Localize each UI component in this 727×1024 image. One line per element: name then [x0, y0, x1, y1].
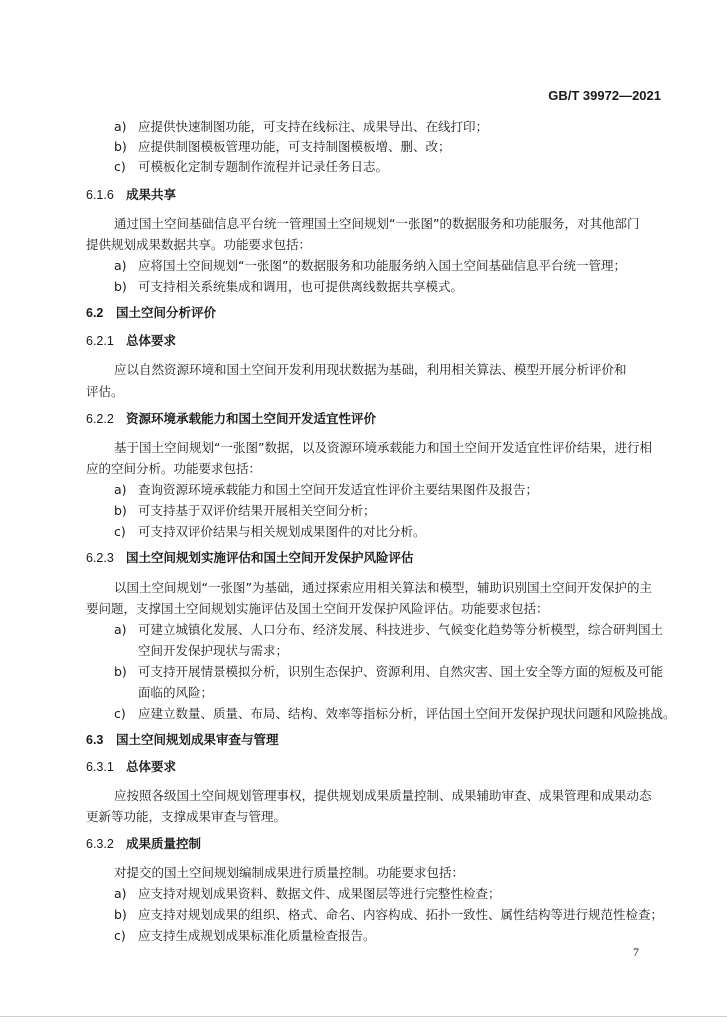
list-text: 可支持开展情景模拟分析，识别生态保护、资源利用、自然灾害、国土安全等方面的短板及可能 [138, 664, 664, 679]
paragraph-line: 要问题，支撑国土空间规划实施评估及国土空间开发保护风险评估。功能要求包括： [86, 601, 549, 616]
list-marker: b) [114, 907, 127, 922]
section-heading [86, 759, 176, 775]
section-title: 总体要求 [126, 333, 177, 348]
paragraph-line: 应按照各级国土空间规划管理事权，提供规划成果质量控制、成果辅助审查、成果管理和成果动态 [114, 788, 652, 803]
section-title: 国土空间分析评价 [116, 305, 217, 320]
list-marker: b) [114, 503, 127, 518]
section-heading [86, 550, 414, 566]
paragraph-line: 应的空间分析。功能要求包括： [86, 461, 262, 476]
list-text: 可支持基于双评价结果开展相关空间分析； [138, 503, 376, 518]
list-marker: a) [114, 482, 127, 497]
section-title: 国土空间规划成果审查与管理 [116, 732, 279, 747]
list-item [114, 928, 376, 944]
section-number: 6.3.2 [86, 837, 114, 851]
list-text: 可建立城镇化发展、人口分布、经济发展、科技进步、气候变化趋势等分析模型，综合研判国土 [138, 622, 664, 637]
list-text: 应支持对规划成果资料、数据文件、成果图层等进行完整性检查； [138, 886, 501, 901]
section-number: 6.2 [86, 306, 104, 320]
list-marker: a) [114, 119, 127, 134]
page-number: 7 [633, 945, 639, 959]
list-item [114, 664, 663, 680]
list-item [114, 279, 463, 295]
bottom-rule [0, 1016, 727, 1017]
paragraph-line: 更新等功能，支撑成果审查与管理。 [86, 809, 287, 824]
paragraph-line: 评估。 [86, 384, 124, 399]
section-heading [86, 333, 176, 349]
list-item [114, 139, 451, 155]
section-number: 6.3 [86, 733, 104, 747]
list-marker: c) [114, 524, 126, 539]
paragraph-line: 对提交的国土空间规划编制成果进行质量控制。功能要求包括： [114, 865, 465, 880]
list-item [114, 159, 388, 175]
list-item [114, 119, 488, 135]
list-item [114, 622, 663, 638]
list-text: 可支持双评价结果与相关规划成果图件的对比分析。 [138, 524, 426, 539]
list-marker: b) [114, 279, 127, 294]
list-text: 可支持相关系统集成和调用，也可提供离线数据共享模式。 [138, 279, 464, 294]
list-item [114, 907, 663, 923]
section-title: 成果质量控制 [126, 836, 202, 851]
section-number: 6.1.6 [86, 188, 114, 202]
section-title: 总体要求 [126, 759, 177, 774]
list-marker: a) [114, 886, 127, 901]
section-heading [86, 187, 176, 203]
list-text: 查询资源环境承载能力和国土空间开发适宜性评价主要结果图件及报告； [138, 482, 539, 497]
list-item [114, 482, 538, 498]
list-text: 可模板化定制专题制作流程并记录任务日志。 [138, 159, 389, 174]
paragraph-line: 以国土空间规划“一张图”为基础，通过探索应用相关算法和模型，辅助识别国土空间开发保护的主 [114, 580, 652, 595]
list-item-continuation: 面临的风险； [138, 685, 214, 700]
section-number: 6.2.1 [86, 334, 114, 348]
section-title: 成果共享 [126, 187, 177, 202]
section-heading [86, 305, 216, 321]
list-item [114, 258, 626, 274]
standard-code: GB/T 39972—2021 [548, 88, 661, 103]
list-marker: a) [114, 258, 127, 273]
list-marker: a) [114, 622, 127, 637]
section-heading [86, 732, 279, 748]
list-marker: c) [114, 159, 126, 174]
list-item-continuation: 空间开发保护现状与需求； [138, 643, 289, 658]
list-marker: c) [114, 706, 126, 721]
list-text: 应将国土空间规划“一张图”的数据服务和功能服务纳入国土空间基础信息平台统一管理； [138, 258, 626, 273]
list-text: 应提供快速制图功能，可支持在线标注、成果导出、在线打印； [138, 119, 489, 134]
list-text: 应提供制图模板管理功能，可支持制图模板增、删、改； [138, 139, 451, 154]
list-text: 应支持生成规划成果标准化质量检查报告。 [138, 928, 376, 943]
paragraph-line: 通过国土空间基础信息平台统一管理国土空间规划“一张图”的数据服务和功能服务，对其他部门 [114, 216, 640, 231]
section-number: 6.3.1 [86, 760, 114, 774]
paragraph-line: 应以自然资源环境和国土空间开发利用现状数据为基础，利用相关算法、模型开展分析评价和 [114, 362, 627, 377]
section-number: 6.2.2 [86, 412, 114, 426]
list-item [114, 524, 426, 540]
section-number: 6.2.3 [86, 551, 114, 565]
list-marker: b) [114, 139, 127, 154]
list-text: 应建立数量、质量、布局、结构、效率等指标分析，评估国土空间开发保护现状问题和风险挑战。 [138, 706, 676, 721]
paragraph-line: 基于国土空间规划“一张图”数据，以及资源环境承载能力和国土空间开发适宜性评价结果，进行相 [114, 440, 652, 455]
section-title: 国土空间规划实施评估和国土空间开发保护风险评估 [126, 550, 414, 565]
paragraph-line: 提供规划成果数据共享。功能要求包括： [86, 237, 312, 252]
list-marker: c) [114, 928, 126, 943]
list-text: 应支持对规划成果的组织、格式、命名、内容构成、拓扑一致性、属性结构等进行规范性检查； [138, 907, 664, 922]
section-heading [86, 836, 201, 852]
list-item [114, 503, 376, 519]
list-item [114, 886, 501, 902]
list-marker: b) [114, 664, 127, 679]
section-heading [86, 411, 376, 427]
section-title: 资源环境承载能力和国土空间开发适宜性评价 [126, 411, 377, 426]
list-item [114, 706, 676, 722]
